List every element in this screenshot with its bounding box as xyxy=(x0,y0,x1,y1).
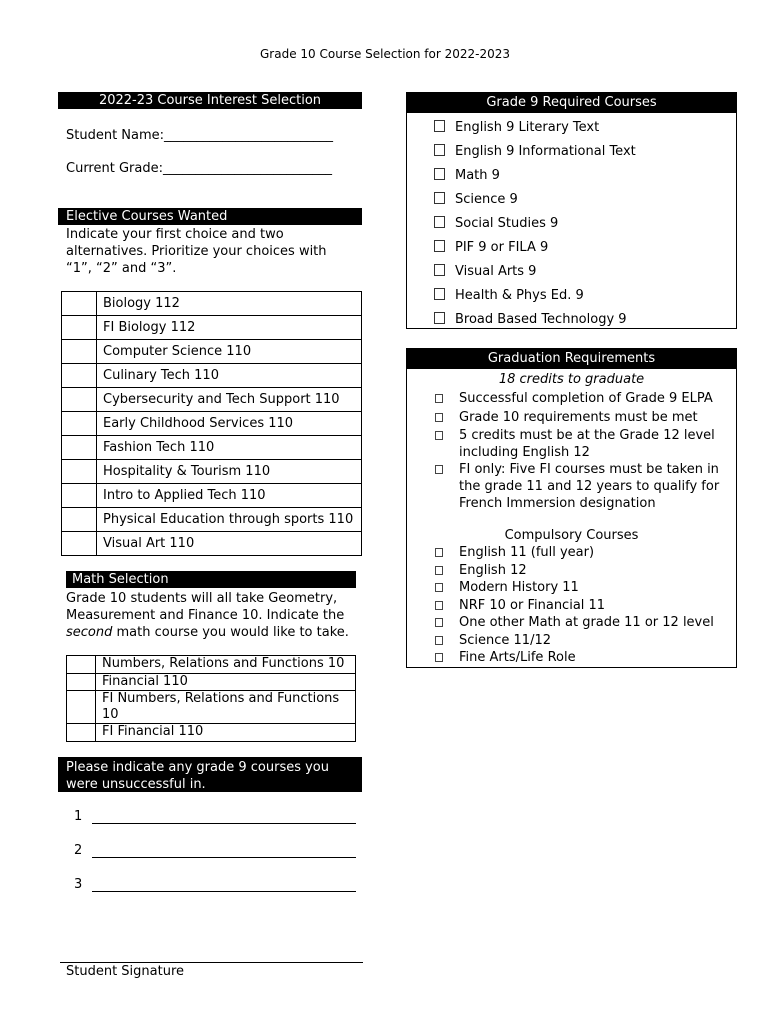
math-row xyxy=(67,691,356,724)
required-course-item xyxy=(434,239,548,256)
required-course-label: English 9 Informational Text xyxy=(455,144,636,159)
elective-row xyxy=(62,436,362,460)
checkbox-icon[interactable] xyxy=(435,583,443,592)
elective-row xyxy=(62,412,362,436)
elective-row xyxy=(62,340,362,364)
math-course-label: Financial 110 xyxy=(96,673,356,691)
student-name-label: Student Name: xyxy=(66,128,165,143)
required-course-item xyxy=(434,119,599,136)
required-course-label: Broad Based Technology 9 xyxy=(455,312,627,327)
elective-priority-cell[interactable] xyxy=(62,508,97,532)
unsuccessful-line-blank[interactable] xyxy=(92,891,356,892)
graduation-requirement-item xyxy=(435,461,735,512)
required-course-label: Science 9 xyxy=(455,192,518,207)
math-course-label: FI Numbers, Relations and Functions 10 xyxy=(96,691,356,724)
compulsory-course-item xyxy=(435,632,735,649)
math-choice-cell[interactable] xyxy=(67,656,96,674)
checkbox-icon[interactable] xyxy=(435,413,443,422)
math-courses-table xyxy=(66,655,356,742)
graduation-requirement-label: Successful completion of Grade 9 ELPA xyxy=(459,391,713,406)
unsuccessful-line-number: 2 xyxy=(74,843,83,858)
math-instructions xyxy=(66,590,361,641)
math-row xyxy=(67,724,356,742)
current-grade-label: Current Grade: xyxy=(66,161,163,176)
compulsory-course-item xyxy=(435,649,735,666)
graduation-requirement-item xyxy=(435,409,735,426)
math-choice-cell[interactable] xyxy=(67,673,96,691)
unsuccessful-line-number: 1 xyxy=(74,809,83,824)
graduation-requirement-item xyxy=(435,390,735,407)
required-course-item xyxy=(434,143,636,160)
checkbox-icon[interactable] xyxy=(435,566,443,575)
elective-course-label: Hospitality & Tourism 110 xyxy=(97,460,362,484)
unsuccessful-line-blank[interactable] xyxy=(92,857,356,858)
checkbox-icon[interactable] xyxy=(435,618,443,627)
compulsory-course-item xyxy=(435,562,735,579)
elective-priority-cell[interactable] xyxy=(62,484,97,508)
interest-selection-header: 2022-23 Course Interest Selection xyxy=(58,92,362,109)
current-grade-field[interactable] xyxy=(66,160,332,177)
math-row xyxy=(67,673,356,691)
required-course-label: PIF 9 or FILA 9 xyxy=(455,240,549,255)
compulsory-course-label: Modern History 11 xyxy=(459,580,579,595)
required-course-item xyxy=(434,167,500,184)
graduation-requirement-label: FI only: Five FI courses must be taken in the grade 11 and 12 years to qualify for French Immersion designation xyxy=(459,462,720,511)
checkbox-icon[interactable] xyxy=(435,636,443,645)
elective-priority-cell[interactable] xyxy=(62,460,97,484)
compulsory-course-item xyxy=(435,579,735,596)
math-course-label: FI Financial 110 xyxy=(96,724,356,742)
required-course-label: English 9 Literary Text xyxy=(455,120,600,135)
compulsory-course-label: NRF 10 or Financial 11 xyxy=(459,597,606,613)
elective-row xyxy=(62,292,362,316)
elective-row xyxy=(62,532,362,556)
checkbox-icon[interactable] xyxy=(435,431,443,440)
checkbox-icon[interactable] xyxy=(434,168,445,180)
elective-row xyxy=(62,316,362,340)
unsuccessful-courses-header: Please indicate any grade 9 courses you were unsuccessful in. xyxy=(58,757,362,792)
compulsory-course-label: Fine Arts/Life Role xyxy=(459,650,576,665)
math-choice-cell[interactable] xyxy=(67,724,96,742)
elective-course-label: Visual Art 110 xyxy=(97,532,362,556)
graduation-requirement-label: Grade 10 requirements must be met xyxy=(459,410,698,425)
required-course-item xyxy=(434,287,584,304)
math-instructions-emphasis: second xyxy=(66,625,113,640)
elective-course-label: Cybersecurity and Tech Support 110 xyxy=(97,388,362,412)
required-course-label: Health & Phys Ed. 9 xyxy=(455,288,584,303)
required-course-item xyxy=(434,263,536,280)
elective-priority-cell[interactable] xyxy=(62,532,97,556)
compulsory-course-label: English 11 (full year) xyxy=(459,545,595,560)
elective-priority-cell[interactable] xyxy=(62,412,97,436)
compulsory-course-item xyxy=(435,614,735,631)
elective-priority-cell[interactable] xyxy=(62,292,97,316)
checkbox-icon[interactable] xyxy=(434,288,445,300)
compulsory-course-item xyxy=(435,597,735,614)
elective-row xyxy=(62,484,362,508)
elective-priority-cell[interactable] xyxy=(62,316,97,340)
unsuccessful-line-number: 3 xyxy=(74,877,83,892)
elective-course-label: Culinary Tech 110 xyxy=(97,364,362,388)
elective-course-label: Intro to Applied Tech 110 xyxy=(97,484,362,508)
required-courses-box xyxy=(406,92,737,329)
checkbox-icon[interactable] xyxy=(435,394,443,403)
compulsory-course-label: One other Math at grade 11 or 12 level xyxy=(459,615,714,630)
compulsory-course-item xyxy=(435,544,735,561)
math-course-label: Numbers, Relations and Functions 10 xyxy=(96,656,356,674)
elective-row xyxy=(62,364,362,388)
math-instructions-text-a: Grade 10 students will all take Geometry, Measurement and Finance 10. Indicate the xyxy=(66,591,345,623)
elective-row xyxy=(62,388,362,412)
compulsory-courses-header: Compulsory Courses xyxy=(504,528,639,543)
graduation-subtitle: 18 credits to graduate xyxy=(498,372,645,387)
checkbox-icon[interactable] xyxy=(435,548,443,557)
required-course-item xyxy=(434,311,627,328)
student-name-blank[interactable]: __________________________ xyxy=(164,128,334,143)
math-row xyxy=(67,656,356,674)
compulsory-course-label: Science 11/12 xyxy=(459,632,551,648)
graduation-requirement-label: 5 credits must be at the Grade 12 level including English 12 xyxy=(459,428,715,460)
checkbox-icon[interactable] xyxy=(434,192,445,204)
math-choice-cell[interactable] xyxy=(67,691,96,724)
checkbox-icon[interactable] xyxy=(434,240,445,252)
checkbox-icon[interactable] xyxy=(435,653,443,662)
page-title: Grade 10 Course Selection for 2022-2023 xyxy=(259,47,511,61)
required-course-label: Visual Arts 9 xyxy=(455,264,537,279)
current-grade-blank[interactable]: __________________________ xyxy=(162,161,332,176)
checkbox-icon[interactable] xyxy=(435,601,443,610)
required-course-label: Social Studies 9 xyxy=(455,216,559,231)
checkbox-icon[interactable] xyxy=(434,144,445,156)
elective-instructions: Indicate your first choice and two alternatives. Prioritize your choices with “1”, “2” and “3”. xyxy=(66,227,327,276)
checkbox-icon[interactable] xyxy=(435,465,443,474)
elective-courses-header: Elective Courses Wanted xyxy=(58,208,362,225)
checkbox-icon[interactable] xyxy=(434,312,445,324)
graduation-requirement-item xyxy=(435,427,735,461)
elective-row xyxy=(62,460,362,484)
math-instructions-text-b: math course you would like to take. xyxy=(112,625,349,640)
required-course-item xyxy=(434,215,558,232)
graduation-requirements-box xyxy=(406,348,737,668)
compulsory-course-label: English 12 xyxy=(459,562,527,578)
elective-course-label: Early Childhood Services 110 xyxy=(97,412,362,436)
required-course-item xyxy=(434,191,518,208)
elective-courses-table xyxy=(61,291,362,556)
required-course-label: Math 9 xyxy=(455,168,500,183)
required-courses-header: Grade 9 Required Courses xyxy=(407,93,736,113)
elective-row xyxy=(62,508,362,532)
student-name-field[interactable] xyxy=(66,127,333,144)
graduation-requirements-header: Graduation Requirements xyxy=(407,349,736,369)
elective-priority-cell[interactable] xyxy=(62,340,97,364)
elective-priority-cell[interactable] xyxy=(62,388,97,412)
signature-label: Student Signature xyxy=(66,964,185,979)
math-selection-header: Math Selection xyxy=(66,571,356,588)
checkbox-icon[interactable] xyxy=(434,216,445,228)
unsuccessful-line-blank[interactable] xyxy=(92,823,356,824)
checkbox-icon[interactable] xyxy=(434,264,445,276)
elective-course-label: FI Biology 112 xyxy=(97,316,362,340)
checkbox-icon[interactable] xyxy=(434,120,445,132)
elective-course-label: Biology 112 xyxy=(97,292,362,316)
elective-course-label: Computer Science 110 xyxy=(97,340,362,364)
elective-course-label: Fashion Tech 110 xyxy=(97,436,362,460)
elective-priority-cell[interactable] xyxy=(62,436,97,460)
elective-course-label: Physical Education through sports 110 xyxy=(97,508,362,532)
elective-priority-cell[interactable] xyxy=(62,364,97,388)
